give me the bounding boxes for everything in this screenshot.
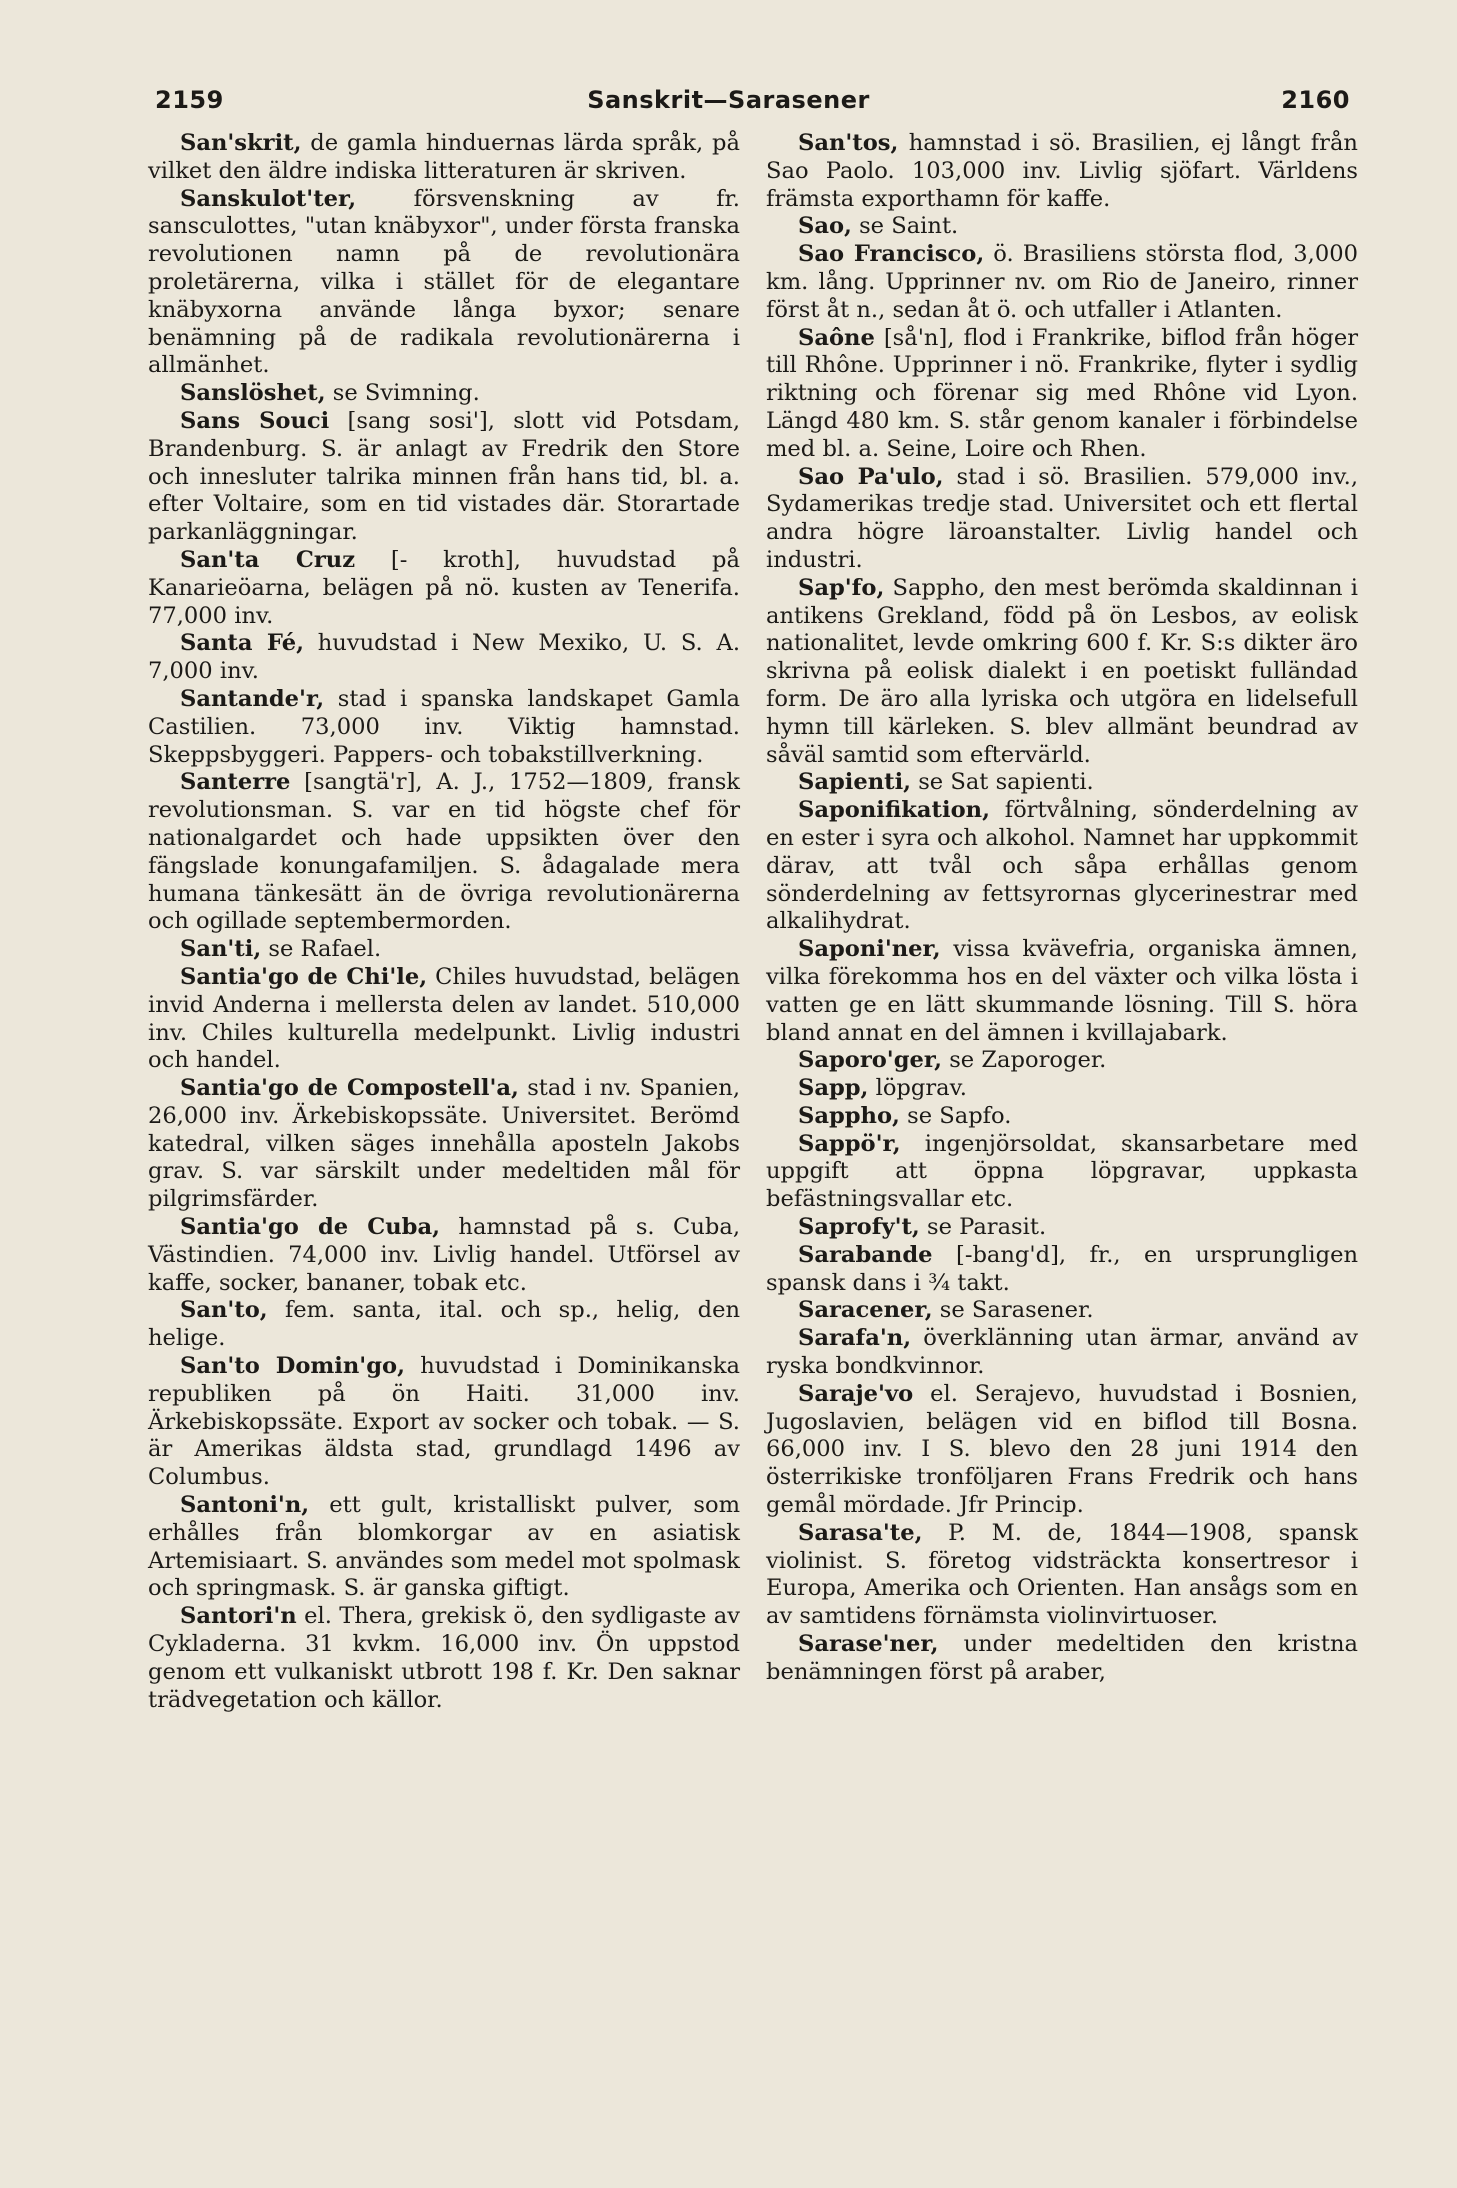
entry-headword: San'to Domin'go, xyxy=(180,1353,405,1380)
entry-headword: Sap'fo, xyxy=(798,574,885,601)
dictionary-entry xyxy=(148,686,740,769)
entry-headword: Sappho, xyxy=(798,1102,900,1129)
entry-headword: Saprofy't, xyxy=(798,1214,920,1241)
dictionary-entry xyxy=(766,1047,1358,1075)
dictionary-entry xyxy=(766,1103,1358,1131)
dictionary-entry xyxy=(148,130,740,186)
entry-definition: löpgrav. xyxy=(868,1075,967,1102)
entry-definition: [sangtä'r], A. J., 1752—1809, fransk revolutionsman. S. var en tid högste chef för nationalgardet och hade uppsikten över den fängslade konungafamiljen. S. ådagalade mera humana tänkesätt än de övriga revolutionärerna och ogillade septembermorden. xyxy=(148,769,740,935)
entry-headword: Sapienti, xyxy=(798,769,912,796)
entry-headword: Saracener, xyxy=(798,1297,933,1324)
entry-definition: de gamla hinduernas lärda språk, på vilket den äldre indiska litteraturen är skriven. xyxy=(148,130,740,184)
entry-headword: Saponifikation, xyxy=(798,797,990,824)
page-number-right: 2160 xyxy=(1281,86,1350,114)
dictionary-entry xyxy=(766,1214,1358,1242)
entry-definition: se Sat sapienti. xyxy=(911,769,1094,796)
dictionary-entry xyxy=(766,769,1358,797)
entry-definition: se Sarasener. xyxy=(932,1297,1094,1324)
dictionary-entry xyxy=(148,630,740,686)
entry-definition: hamnstad i sö. Brasilien, ej långt från Sao Paolo. 103,000 inv. Livlig sjöfart. Världens främsta exporthamn för kaffe. xyxy=(766,130,1358,212)
entry-headword: Sao Pa'ulo, xyxy=(798,463,944,490)
entry-definition: el. Thera, grekisk ö, den sydligaste av Cykladerna. 31 kvkm. 16,000 inv. Ön uppstod genom ett vulkaniskt utbrott 198 f. Kr. Den saknar trädvegetation och källor. xyxy=(148,1603,740,1713)
entry-definition: se Rafael. xyxy=(261,936,382,963)
entry-definition: huvudstad i New Mexiko, U. S. A. 7,000 inv. xyxy=(148,630,741,685)
entry-headword: Saporo'ger, xyxy=(798,1047,943,1074)
entry-definition: se Saint. xyxy=(851,213,959,240)
entry-definition: vissa kvävefria, organiska ämnen, vilka förekomma hos en del växter och vilka lösta i vatten ge en lätt skummande lösning. Till S. höra bland annat en del ämnen i kvillajabark. xyxy=(766,936,1358,1046)
entry-headword: San'ti, xyxy=(180,936,262,963)
entry-definition: ett gult, kristalliskt pulver, som erhålles från blomkorgar av en asiatisk Artemisiaart. S. användes som medel mot spolmask och springmask. S. är ganska giftigt. xyxy=(148,1492,740,1602)
entry-headword: Sanslöshet, xyxy=(180,380,326,407)
entry-definition: försvenskning av fr. sansculottes, "utan knäbyxor", under första franska revolutionen namn på de revolutionära proletärerna, vilka i stället för de elegantare knäbyxorna använde långa byxor; senare benämning på de radikala revolutionärerna i allmänhet. xyxy=(148,185,740,379)
entry-definition: hamnstad på s. Cuba, Västindien. 74,000 inv. Livlig handel. Utförsel av kaffe, socker, bananer, tobak etc. xyxy=(148,1214,740,1296)
entry-definition: [- kroth], huvudstad på Kanarieöarna, belägen på nö. kusten av Tenerifa. 77,000 inv. xyxy=(148,546,740,629)
entry-definition: under medeltiden den kristna benämningen först på araber, xyxy=(766,1631,1358,1685)
entry-definition: ö. Brasiliens största flod, 3,000 km. lång. Upprinner nv. om Rio de Janeiro, rinner först åt n., sedan åt ö. och utfaller i Atlanten. xyxy=(766,241,1358,323)
entry-headword: Saponi'ner, xyxy=(798,936,941,963)
entry-definition: fem. santa, ital. och sp., helig, den helige. xyxy=(148,1297,740,1352)
entry-definition: se Svimning. xyxy=(325,380,480,407)
entry-definition: förtvålning, sönderdelning av en ester i syra och alkohol. Namnet har uppkommit därav, att tvål och såpa erhållas genom sönderdelning av fettsyrornas glycerinestrar med alkalihydrat. xyxy=(766,797,1358,935)
dictionary-entry xyxy=(766,241,1358,324)
entry-definition: se Parasit. xyxy=(919,1214,1047,1241)
running-title: Sanskrit—Sarasener xyxy=(587,86,870,114)
dictionary-entry xyxy=(148,1075,740,1214)
dictionary-entry xyxy=(148,936,740,964)
entry-definition: överklänning utan ärmar, använd av ryska bondkvinnor. xyxy=(766,1325,1358,1380)
dictionary-entry xyxy=(766,1520,1358,1631)
entry-definition: Sappho, den mest berömda skaldinnan i antikens Grekland, född på ön Lesbos, av eolisk nationalitet, levde omkring 600 f. Kr. S:s dikter äro skrivna på eolisk dialekt i en poetiskt fulländad form. De äro alla lyriska och utgöra en lidelsefull hymn till kärleken. S. blev allmänt beundrad av såväl samtid som eftervärld. xyxy=(766,574,1358,768)
entry-headword: San'ta Cruz xyxy=(180,546,356,573)
entry-headword: Sao, xyxy=(798,213,852,240)
entry-definition: ingenjörsoldat, skansarbetare med uppgift att öppna löpgravar, uppkasta befästningsvallar etc. xyxy=(766,1130,1358,1213)
entry-headword: Saône xyxy=(798,324,875,351)
entry-definition: Chiles huvudstad, belägen invid Anderna i mellersta delen av landet. 510,000 inv. Chiles kulturella medelpunkt. Livlig industri och handel. xyxy=(148,963,740,1074)
entry-headword: Saraje'vo xyxy=(798,1380,914,1407)
dictionary-entry xyxy=(766,1381,1358,1520)
entry-definition: stad i sö. Brasilien. 579,000 inv., Sydamerikas tredje stad. Universitet och ett flertal andra högre läroanstalter. Livlig handel och industri. xyxy=(766,463,1359,573)
entry-headword: Santande'r, xyxy=(180,685,325,712)
entry-headword: Sapp, xyxy=(798,1075,869,1102)
dictionary-entry xyxy=(148,408,740,547)
entry-definition: el. Serajevo, huvudstad i Bosnien, Jugoslavien, belägen vid en biflod till Bosna. 66,000 inv. I S. blevo den 28 juni 1914 den österrikiske tronföljaren Frans Fredrik och hans gemål mördade. Jfr Princip. xyxy=(766,1380,1358,1519)
entry-definition: se Sapfo. xyxy=(899,1102,1012,1129)
left-column xyxy=(148,130,740,1714)
entry-headword: Sarabande xyxy=(798,1241,933,1268)
entry-headword: Santa Fé, xyxy=(180,630,304,657)
dictionary-entry xyxy=(148,1603,740,1714)
dictionary-entry xyxy=(148,1297,740,1353)
entry-headword: San'to, xyxy=(180,1297,268,1324)
entry-headword: Santerre xyxy=(180,769,291,796)
entry-headword: Sarasa'te, xyxy=(798,1519,923,1546)
dictionary-entry xyxy=(766,1631,1358,1687)
dictionary-entry xyxy=(148,769,740,936)
entry-headword: Sans Souci xyxy=(180,407,330,434)
dictionary-entry xyxy=(148,547,740,630)
page-number-left: 2159 xyxy=(155,86,224,114)
dictionary-entry xyxy=(766,1131,1358,1214)
entry-headword: Sanskulot'ter, xyxy=(180,185,357,212)
dictionary-entry xyxy=(766,325,1358,464)
dictionary-entry xyxy=(766,1242,1358,1298)
entry-definition: P. M. de, 1844—1908, spansk violinist. S. företog vidsträckta konsertresor i Europa, Amerika och Orienten. Han ansågs som en av samtidens förnämsta violinvirtuoser. xyxy=(766,1519,1358,1630)
entry-definition: [-bang'd], fr., en ursprungligen spansk dans i ¾ takt. xyxy=(766,1241,1358,1296)
entry-headword: Santia'go de Compostell'a, xyxy=(180,1075,519,1102)
entry-definition: stad i nv. Spanien, 26,000 inv. Ärkebiskopssäte. Universitet. Berömd katedral, vilken säges innehålla aposteln Jakobs grav. S. var särskilt under medeltiden mål för pilgrimsfärder. xyxy=(148,1075,741,1213)
dictionary-entry xyxy=(148,1214,740,1297)
right-column xyxy=(766,130,1358,1687)
dictionary-entry xyxy=(766,130,1358,213)
dictionary-entry xyxy=(766,1325,1358,1381)
dictionary-entry xyxy=(766,464,1358,575)
dictionary-entry xyxy=(766,797,1358,936)
dictionary-entry xyxy=(766,1297,1358,1325)
entry-definition: se Zaporoger. xyxy=(942,1047,1107,1074)
entry-definition: [sang sosi'], slott vid Potsdam, Brandenburg. S. är anlagt av Fredrik den Store och innesluter talrika minnen från hans tid, bl. a. efter Voltaire, som en tid vistades där. Storartade parkanläggningar. xyxy=(148,407,741,546)
dictionary-entry xyxy=(766,936,1358,1047)
entry-headword: Sarase'ner, xyxy=(798,1631,939,1658)
entry-headword: Sao Francisco, xyxy=(798,241,985,268)
dictionary-entry xyxy=(766,575,1358,770)
dictionary-entry xyxy=(148,1353,740,1492)
entry-headword: Santia'go de Cuba, xyxy=(180,1214,440,1241)
dictionary-entry xyxy=(148,380,740,408)
entry-headword: Santori'n xyxy=(180,1603,297,1630)
entry-definition: huvudstad i Dominikanska republiken på ön Haiti. 31,000 inv. Ärkebiskopssäte. Export av socker och tobak. — S. är Amerikas äldsta stad, grundlagd 1496 av Columbus. xyxy=(148,1353,741,1491)
entry-headword: San'skrit, xyxy=(180,130,302,156)
entry-definition: stad i spanska landskapet Gamla Castilien. 73,000 inv. Viktig hamnstad. Skeppsbyggeri. Pappers- och tobakstillverkning. xyxy=(148,685,740,768)
dictionary-entry xyxy=(766,213,1358,241)
entry-headword: Sappö'r, xyxy=(798,1130,901,1157)
dictionary-entry xyxy=(148,964,740,1075)
entry-headword: San'tos, xyxy=(798,130,899,156)
dictionary-entry xyxy=(148,186,740,381)
entry-definition: [så'n], flod i Frankrike, biflod från höger till Rhône. Upprinner i nö. Frankrike, flyter i sydlig riktning och förenar sig med Rhône vid Lyon. Längd 480 km. S. står genom kanaler i förbindelse med bl. a. Seine, Loire och Rhen. xyxy=(766,324,1358,462)
dictionary-entry xyxy=(148,1492,740,1603)
dictionary-entry xyxy=(766,1075,1358,1103)
entry-headword: Santoni'n, xyxy=(180,1492,310,1519)
entry-headword: Sarafa'n, xyxy=(798,1325,912,1352)
entry-headword: Santia'go de Chi'le, xyxy=(180,963,428,990)
